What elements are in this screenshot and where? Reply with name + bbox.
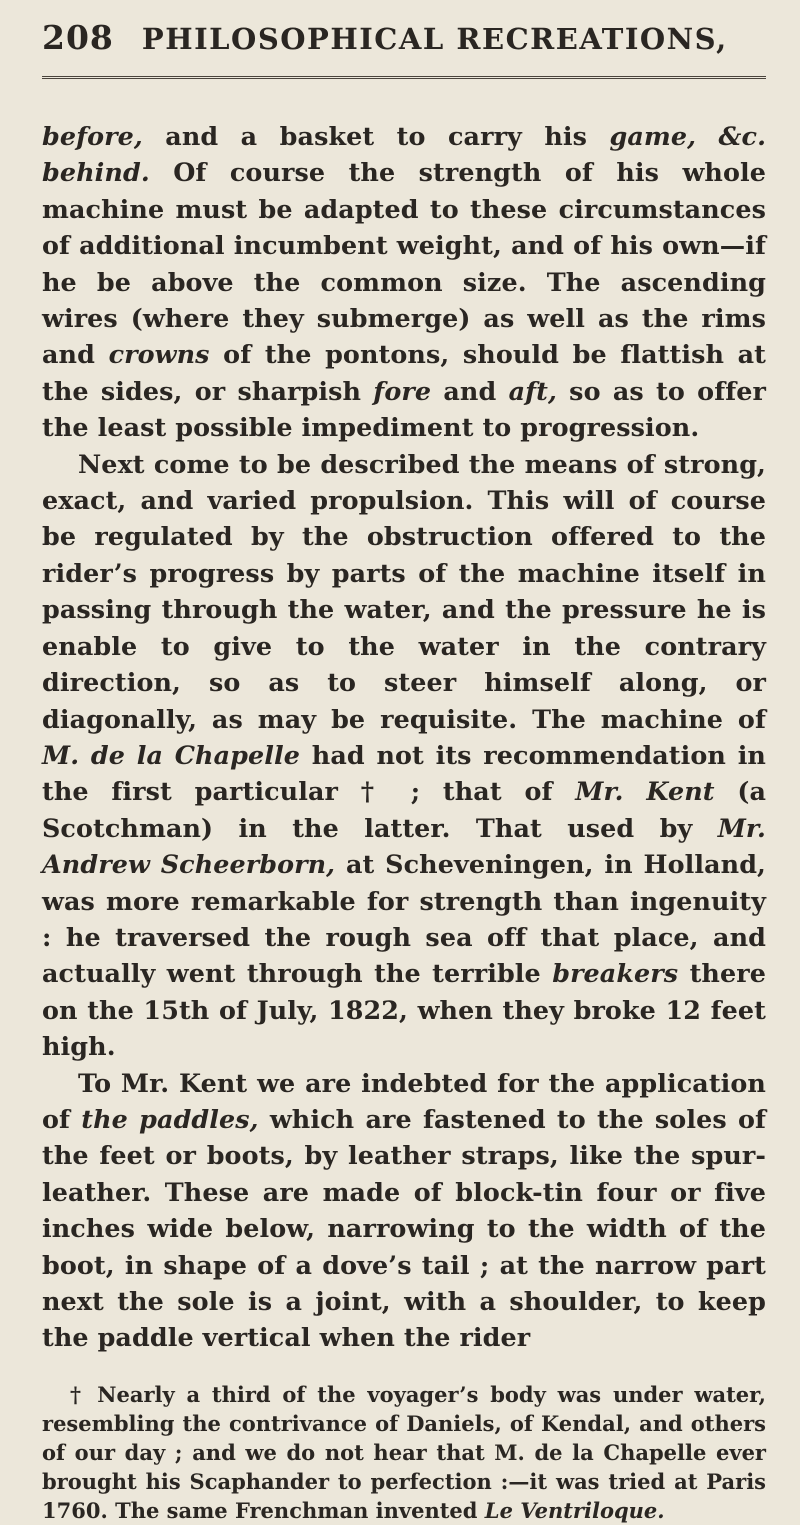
text-run: (a Scotchman) in the latter. That used by <box>42 776 767 843</box>
page-header <box>42 18 766 76</box>
italic-text: crowns <box>108 339 210 370</box>
body-text <box>42 118 766 1356</box>
italic-text: fore <box>373 375 432 406</box>
text-run: of the pontons, should be flattish at the sides, or sharpish <box>42 339 766 406</box>
paragraph <box>42 118 766 446</box>
text-run: at Scheveningen, in Holland, was more remarkable for strength than ingenuity : he traversed the rough sea off that place, and actually went through the terrible <box>42 849 766 989</box>
text-run: and <box>431 375 509 406</box>
italic-text: Le Ventriloque. <box>484 1497 665 1523</box>
footnote <box>42 1380 766 1525</box>
italic-text: M. de la Chapelle <box>42 739 301 770</box>
paragraph <box>42 446 766 1065</box>
italic-text: Mr. Kent <box>575 776 715 807</box>
text-run: Next come to be described the means of strong, exact, and varied propulsion. This will of course be regulated by the obstruction offered to the rider’s progress by parts of the machine itself in passing through the water, and the pressure he is enable to give to the water in the contrary direction, so as to steer himself along, or diagonally, as may be requisite. The machine of <box>42 448 766 734</box>
text-run: † Nearly a third of the voyager’s body was under water, resembling the contrivance of Daniels, of Kendal, and others of our day ; and we do not hear that M. de la Chapelle ever brought his Scaphander to perfection :—it was tried at Paris 1760. The same Frenchman invented <box>42 1381 766 1523</box>
header-rule <box>42 76 766 82</box>
italic-text: breakers <box>552 958 679 989</box>
italic-text: before, <box>42 121 143 151</box>
text-run: Of course the strength of his whole machine must be adapted to these circumstances of additional incumbent weight, and of his own—if he be above the common size. The ascending wires (where they submerge) as well as the rims and <box>42 157 766 370</box>
text-run: so as to offer the least possible impediment to progression. <box>42 375 766 443</box>
text-run: there on the 15th of July, 1822, when they broke 12 feet high. <box>42 958 766 1062</box>
italic-text: Mr. Andrew Scheerborn, <box>42 812 766 880</box>
italic-text: game, &c. behind. <box>42 121 767 188</box>
text-run: and a basket to carry his <box>142 121 610 151</box>
text-run: which are fastened to the soles of the feet or boots, by leather straps, like the spur-leather. These are made of block-tin four or five inches wide below, narrowing to the width of the boot, in shape of a dove’s tail ; at the narrow part next the sole is a joint, with a shoulder, to keep the paddle vertical when the rider <box>42 1103 767 1353</box>
text-run: had not its recommendation in the first particular † ; that of <box>42 739 766 807</box>
footnote-text <box>42 1380 766 1525</box>
italic-text: aft, <box>508 375 557 406</box>
text-run: To Mr. Kent we are indebted for the application of <box>42 1067 766 1134</box>
italic-text: the paddles, <box>81 1103 259 1134</box>
page-number: 208 <box>42 18 114 57</box>
running-title: PHILOSOPHICAL RECREATIONS, <box>141 22 728 56</box>
paragraph <box>42 1065 766 1356</box>
